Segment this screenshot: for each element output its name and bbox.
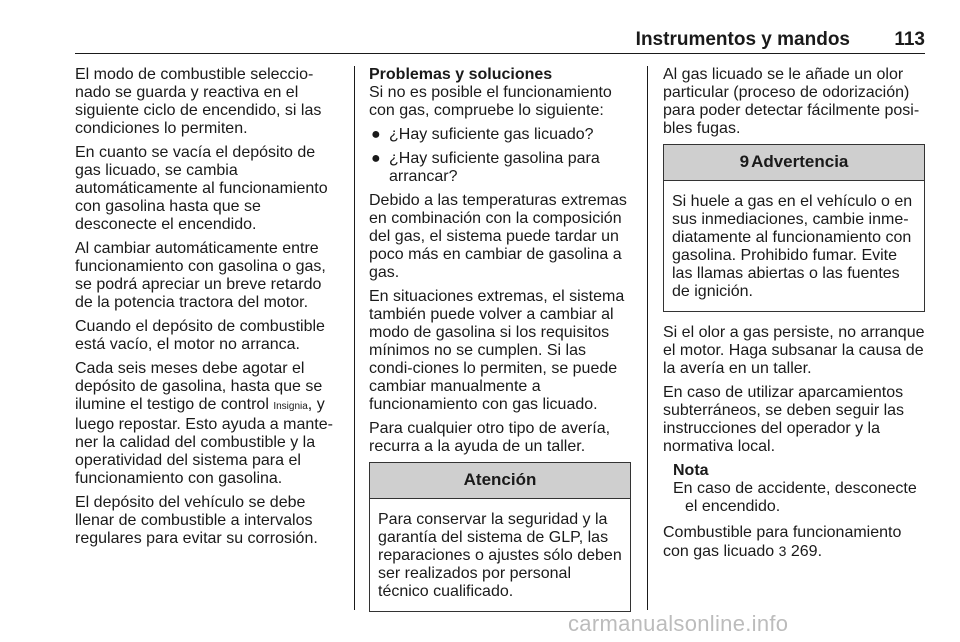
paragraph: Si el olor a gas persiste, no arranque el motor. Haga subsanar la causa de la avería en un taller. <box>663 324 925 377</box>
page-header <box>75 27 925 53</box>
watermark: carmanualsonline.info <box>568 611 789 636</box>
section-title: Instrumentos y mandos <box>635 29 850 50</box>
warning-box <box>663 144 925 312</box>
paragraph: Debido a las temperaturas extremas en combinación con la composición del gas, el sistema puede tardar un poco más en cambiar de gasolina a gas. <box>369 192 627 281</box>
warning-box-body: Si huele a gas en el vehículo o en sus inmediaciones, cambie inme-diatamente al funcionamiento con gasolina. Prohibido fumar. Evite las llamas abiertas o las fuentes de ignición. <box>672 193 913 300</box>
column-divider-2 <box>647 66 648 610</box>
paragraph: Si no es posible el funcionamiento con gas, compruebe lo siguiente: <box>369 84 612 119</box>
note-block <box>663 462 925 516</box>
paragraph: Cuando el depósito de combustible está vacío, el motor no arranca. <box>75 318 325 353</box>
paragraph <box>663 524 925 561</box>
paragraph-text: Cada seis meses debe agotar el depósito de gasolina, hasta que se ilumine el testigo de control <box>75 360 323 413</box>
list-item <box>369 150 631 186</box>
bullet-icon: ● <box>371 150 381 167</box>
list-item <box>369 126 631 144</box>
page-reference-icon: 3 <box>778 543 787 559</box>
list-item-text: ¿Hay suficiente gasolina para arrancar? <box>389 150 600 185</box>
page-number: 113 <box>894 29 925 50</box>
paragraph: En cuanto se vacía el depósito de gas licuado, se cambia automáticamente al funcionamiento con gasolina hasta que se desconecte el encendido. <box>75 144 328 233</box>
check-list <box>369 126 631 186</box>
page-reference-number: 269. <box>786 543 823 560</box>
column-2 <box>369 66 631 624</box>
paragraph-text: , y luego repostar. Esto ayuda a mante-ner la calidad del combustible y la operatividad del sistema para el funcionamiento con gasolina. <box>75 396 333 487</box>
paragraph: Al cambiar automáticamente entre funcionamiento con gasolina o gas, se podrá apreciar un breve retardo de la potencia tractora del motor. <box>75 240 326 311</box>
paragraph <box>75 360 340 488</box>
paragraph-text: Combustible para funcionamiento con gas licuado <box>663 524 902 560</box>
column-1 <box>75 66 340 554</box>
list-item-text: ¿Hay suficiente gas licuado? <box>389 126 594 143</box>
header-rule <box>75 53 925 54</box>
paragraph: Al gas licuado se le añade un olor particular (proceso de odorización) para poder detectar fácilmente posi-bles fugas. <box>663 66 920 137</box>
warning-box-header <box>664 145 924 181</box>
control-light-icon: Insignia <box>273 401 308 412</box>
column-3 <box>663 66 925 567</box>
warning-icon: 9 <box>739 152 750 171</box>
paragraph: En situaciones extremas, el sistema también puede volver a cambiar al modo de gasolina si los requisitos mínimos no se cumplen. Si las condi-ciones lo permiten, se puede cambiar manualmente a funcionamiento con gas licuado. <box>369 288 625 413</box>
attention-box-body: Para conservar la seguridad y la garantía del sistema de GLP, las reparaciones o ajustes sólo deben ser realizados por personal técnico cualificado. <box>378 511 622 600</box>
column-divider-1 <box>354 66 355 610</box>
note-title: Nota <box>673 462 709 479</box>
paragraph: El depósito del vehículo se debe llenar de combustible a intervalos regulares para evitar su corrosión. <box>75 494 318 547</box>
paragraph: En caso de utilizar aparcamientos subterráneos, se deben seguir las instrucciones del operador y la normativa local. <box>663 384 905 455</box>
bullet-icon: ● <box>371 126 381 143</box>
paragraph: El modo de combustible seleccio-nado se guarda y reactiva en el siguiente ciclo de encendido, si las condiciones lo permiten. <box>75 66 322 137</box>
paragraph: Para cualquier otro tipo de avería, recurra a la ayuda de un taller. <box>369 420 611 455</box>
attention-box-title: Atención <box>370 463 630 499</box>
warning-box-title: Advertencia <box>751 152 849 171</box>
attention-box <box>369 462 631 612</box>
section-heading: Problemas y soluciones <box>369 66 553 83</box>
note-body: En caso de accidente, desconecte el encendido. <box>673 480 917 515</box>
